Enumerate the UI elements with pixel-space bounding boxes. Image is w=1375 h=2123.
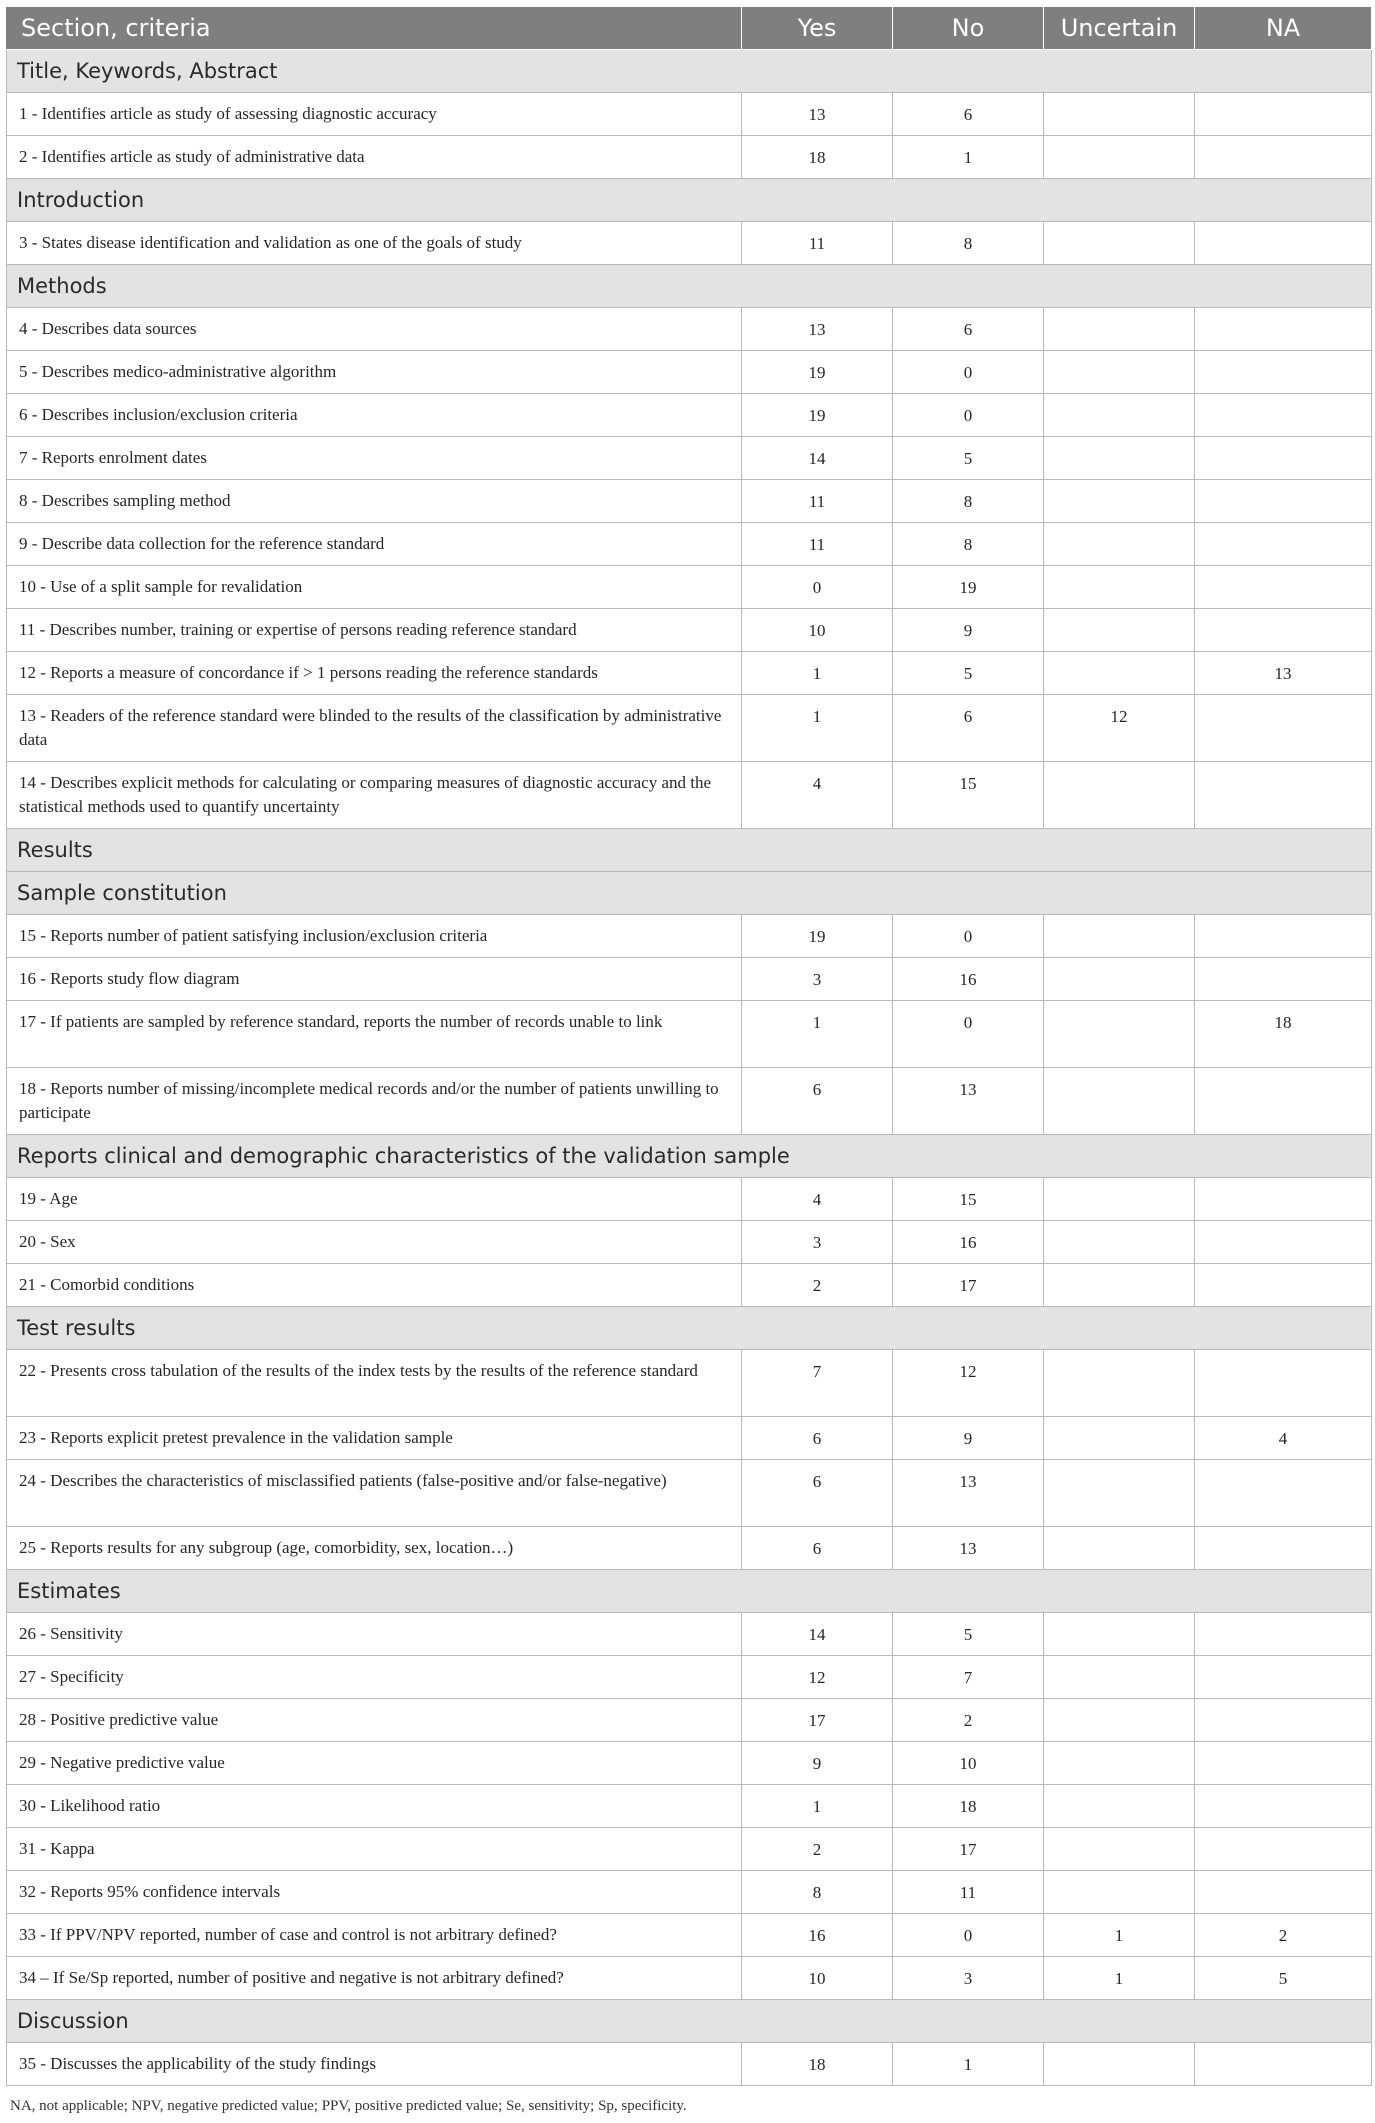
cell-uncertain (1044, 958, 1195, 1001)
cell-no: 12 (893, 1350, 1044, 1417)
cell-uncertain (1044, 136, 1195, 179)
cell-uncertain (1044, 93, 1195, 136)
cell-no: 6 (893, 695, 1044, 762)
cell-yes: 18 (742, 2043, 893, 2086)
cell-uncertain (1044, 1460, 1195, 1527)
section-title: Methods (7, 265, 1372, 308)
cell-no: 2 (893, 1699, 1044, 1742)
cell-na (1195, 1068, 1372, 1135)
cell-yes: 11 (742, 222, 893, 265)
cell-uncertain (1044, 1221, 1195, 1264)
cell-na: 2 (1195, 1914, 1372, 1957)
cell-uncertain (1044, 762, 1195, 829)
cell-no: 13 (893, 1460, 1044, 1527)
cell-uncertain (1044, 351, 1195, 394)
table-row (7, 762, 1372, 829)
table-row (7, 1001, 1372, 1068)
cell-na (1195, 1460, 1372, 1527)
cell-uncertain (1044, 1871, 1195, 1914)
criterion-label: 26 - Sensitivity (7, 1613, 742, 1656)
criterion-label: 13 - Readers of the reference standard were blinded to the results of the classification by administrative data (7, 695, 742, 762)
cell-no: 0 (893, 351, 1044, 394)
cell-uncertain (1044, 1350, 1195, 1417)
section-title: Introduction (7, 179, 1372, 222)
cell-na (1195, 1785, 1372, 1828)
cell-uncertain: 1 (1044, 1957, 1195, 2000)
cell-uncertain (1044, 437, 1195, 480)
criterion-label: 14 - Describes explicit methods for calculating or comparing measures of diagnostic accuracy and the statistical methods used to quantify uncertainty (7, 762, 742, 829)
cell-no: 5 (893, 437, 1044, 480)
cell-na: 18 (1195, 1001, 1372, 1068)
section-title: Title, Keywords, Abstract (7, 50, 1372, 93)
cell-no: 13 (893, 1527, 1044, 1570)
cell-yes: 6 (742, 1068, 893, 1135)
header-no: No (893, 7, 1044, 50)
section-row (7, 872, 1372, 915)
table-row (7, 1656, 1372, 1699)
table-row (7, 1957, 1372, 2000)
cell-na (1195, 1656, 1372, 1699)
cell-na (1195, 2043, 1372, 2086)
criterion-label: 12 - Reports a measure of concordance if > 1 persons reading the reference standards (7, 652, 742, 695)
section-title: Results (7, 829, 1372, 872)
cell-na (1195, 958, 1372, 1001)
cell-na: 13 (1195, 652, 1372, 695)
cell-uncertain (1044, 1656, 1195, 1699)
cell-yes: 11 (742, 480, 893, 523)
section-title: Test results (7, 1307, 1372, 1350)
cell-uncertain (1044, 2043, 1195, 2086)
cell-no: 8 (893, 480, 1044, 523)
section-title: Discussion (7, 2000, 1372, 2043)
cell-no: 0 (893, 1914, 1044, 1957)
criterion-label: 5 - Describes medico-administrative algorithm (7, 351, 742, 394)
cell-no: 9 (893, 1417, 1044, 1460)
header-na: NA (1195, 7, 1372, 50)
criterion-label: 28 - Positive predictive value (7, 1699, 742, 1742)
table-row (7, 136, 1372, 179)
cell-no: 3 (893, 1957, 1044, 2000)
cell-na (1195, 351, 1372, 394)
criterion-label: 8 - Describes sampling method (7, 480, 742, 523)
criterion-label: 19 - Age (7, 1178, 742, 1221)
criterion-label: 31 - Kappa (7, 1828, 742, 1871)
criterion-label: 23 - Reports explicit pretest prevalence in the validation sample (7, 1417, 742, 1460)
cell-uncertain (1044, 566, 1195, 609)
section-row (7, 1307, 1372, 1350)
table-row (7, 1264, 1372, 1307)
cell-na (1195, 1828, 1372, 1871)
criterion-label: 32 - Reports 95% confidence intervals (7, 1871, 742, 1914)
cell-uncertain (1044, 652, 1195, 695)
cell-yes: 19 (742, 915, 893, 958)
table-row (7, 351, 1372, 394)
cell-na (1195, 695, 1372, 762)
table-row (7, 1742, 1372, 1785)
cell-uncertain (1044, 480, 1195, 523)
table-row (7, 566, 1372, 609)
table-row (7, 93, 1372, 136)
table-row (7, 1699, 1372, 1742)
table-row (7, 480, 1372, 523)
cell-na (1195, 437, 1372, 480)
table-row (7, 1350, 1372, 1417)
cell-uncertain (1044, 1613, 1195, 1656)
cell-uncertain (1044, 523, 1195, 566)
table-header (7, 7, 1372, 50)
cell-yes: 10 (742, 1957, 893, 2000)
cell-no: 0 (893, 1001, 1044, 1068)
table-row (7, 1785, 1372, 1828)
section-row (7, 2000, 1372, 2043)
cell-yes: 2 (742, 1828, 893, 1871)
table-row (7, 1221, 1372, 1264)
cell-yes: 1 (742, 1785, 893, 1828)
checklist-table-container (6, 6, 1371, 2086)
cell-yes: 2 (742, 1264, 893, 1307)
cell-na (1195, 480, 1372, 523)
section-row (7, 829, 1372, 872)
table-row (7, 1828, 1372, 1871)
cell-no: 8 (893, 523, 1044, 566)
cell-na (1195, 1350, 1372, 1417)
cell-uncertain (1044, 1785, 1195, 1828)
section-row (7, 179, 1372, 222)
cell-uncertain: 12 (1044, 695, 1195, 762)
header-row (7, 7, 1372, 50)
cell-yes: 6 (742, 1460, 893, 1527)
criterion-label: 24 - Describes the characteristics of misclassified patients (false-positive and/or false-negative) (7, 1460, 742, 1527)
header-uncertain: Uncertain (1044, 7, 1195, 50)
criterion-label: 18 - Reports number of missing/incomplete medical records and/or the number of patients unwilling to participate (7, 1068, 742, 1135)
criterion-label: 21 - Comorbid conditions (7, 1264, 742, 1307)
cell-no: 10 (893, 1742, 1044, 1785)
cell-no: 8 (893, 222, 1044, 265)
table-row (7, 1914, 1372, 1957)
cell-no: 0 (893, 915, 1044, 958)
cell-yes: 7 (742, 1350, 893, 1417)
cell-yes: 18 (742, 136, 893, 179)
cell-yes: 3 (742, 958, 893, 1001)
section-row (7, 1135, 1372, 1178)
cell-na (1195, 136, 1372, 179)
table-row (7, 1460, 1372, 1527)
cell-na (1195, 93, 1372, 136)
table-row (7, 695, 1372, 762)
criterion-label: 30 - Likelihood ratio (7, 1785, 742, 1828)
cell-yes: 19 (742, 394, 893, 437)
cell-no: 0 (893, 394, 1044, 437)
table-row (7, 652, 1372, 695)
criterion-label: 9 - Describe data collection for the reference standard (7, 523, 742, 566)
cell-uncertain (1044, 1699, 1195, 1742)
header-criteria: Section, criteria (7, 7, 742, 50)
checklist-table (6, 6, 1372, 2086)
cell-yes: 12 (742, 1656, 893, 1699)
cell-na (1195, 1221, 1372, 1264)
cell-na (1195, 762, 1372, 829)
cell-no: 5 (893, 1613, 1044, 1656)
criterion-label: 7 - Reports enrolment dates (7, 437, 742, 480)
cell-na (1195, 1742, 1372, 1785)
cell-no: 7 (893, 1656, 1044, 1699)
section-row (7, 1570, 1372, 1613)
cell-yes: 13 (742, 93, 893, 136)
cell-no: 15 (893, 1178, 1044, 1221)
cell-na: 4 (1195, 1417, 1372, 1460)
cell-na (1195, 394, 1372, 437)
cell-uncertain (1044, 1527, 1195, 1570)
cell-uncertain (1044, 1828, 1195, 1871)
cell-no: 5 (893, 652, 1044, 695)
criterion-label: 4 - Describes data sources (7, 308, 742, 351)
criterion-label: 6 - Describes inclusion/exclusion criteria (7, 394, 742, 437)
cell-yes: 4 (742, 762, 893, 829)
cell-no: 1 (893, 136, 1044, 179)
cell-uncertain (1044, 1742, 1195, 1785)
cell-yes: 11 (742, 523, 893, 566)
section-title: Sample constitution (7, 872, 1372, 915)
cell-na (1195, 1264, 1372, 1307)
criterion-label: 20 - Sex (7, 1221, 742, 1264)
cell-uncertain (1044, 1068, 1195, 1135)
cell-na (1195, 222, 1372, 265)
cell-na (1195, 609, 1372, 652)
criterion-label: 27 - Specificity (7, 1656, 742, 1699)
cell-yes: 9 (742, 1742, 893, 1785)
cell-na (1195, 1178, 1372, 1221)
cell-yes: 8 (742, 1871, 893, 1914)
criterion-label: 11 - Describes number, training or expertise of persons reading reference standard (7, 609, 742, 652)
cell-yes: 1 (742, 695, 893, 762)
criterion-label: 35 - Discusses the applicability of the study findings (7, 2043, 742, 2086)
cell-no: 15 (893, 762, 1044, 829)
section-title: Reports clinical and demographic characteristics of the validation sample (7, 1135, 1372, 1178)
cell-yes: 13 (742, 308, 893, 351)
cell-yes: 14 (742, 1613, 893, 1656)
criterion-label: 22 - Presents cross tabulation of the results of the index tests by the results of the reference standard (7, 1350, 742, 1417)
table-row (7, 1068, 1372, 1135)
table-body (7, 50, 1372, 2086)
table-row (7, 222, 1372, 265)
table-row (7, 394, 1372, 437)
cell-no: 6 (893, 93, 1044, 136)
cell-no: 17 (893, 1828, 1044, 1871)
cell-yes: 17 (742, 1699, 893, 1742)
criterion-label: 33 - If PPV/NPV reported, number of case and control is not arbitrary defined? (7, 1914, 742, 1957)
cell-uncertain (1044, 609, 1195, 652)
cell-yes: 10 (742, 609, 893, 652)
table-row (7, 1178, 1372, 1221)
cell-na (1195, 566, 1372, 609)
criterion-label: 34 – If Se/Sp reported, number of positive and negative is not arbitrary defined? (7, 1957, 742, 2000)
cell-no: 18 (893, 1785, 1044, 1828)
table-row (7, 958, 1372, 1001)
section-title: Estimates (7, 1570, 1372, 1613)
table-row (7, 523, 1372, 566)
cell-na (1195, 915, 1372, 958)
criterion-label: 3 - States disease identification and validation as one of the goals of study (7, 222, 742, 265)
cell-uncertain (1044, 1001, 1195, 1068)
table-row (7, 2043, 1372, 2086)
cell-no: 16 (893, 1221, 1044, 1264)
table-row (7, 1527, 1372, 1570)
cell-yes: 16 (742, 1914, 893, 1957)
cell-yes: 19 (742, 351, 893, 394)
cell-yes: 0 (742, 566, 893, 609)
table-row (7, 915, 1372, 958)
cell-no: 17 (893, 1264, 1044, 1307)
cell-na (1195, 1527, 1372, 1570)
table-row (7, 609, 1372, 652)
cell-no: 19 (893, 566, 1044, 609)
cell-uncertain (1044, 308, 1195, 351)
cell-yes: 3 (742, 1221, 893, 1264)
cell-yes: 6 (742, 1417, 893, 1460)
cell-yes: 1 (742, 1001, 893, 1068)
cell-uncertain (1044, 1178, 1195, 1221)
cell-no: 13 (893, 1068, 1044, 1135)
cell-na (1195, 1871, 1372, 1914)
criterion-label: 16 - Reports study flow diagram (7, 958, 742, 1001)
criterion-label: 1 - Identifies article as study of assessing diagnostic accuracy (7, 93, 742, 136)
cell-no: 16 (893, 958, 1044, 1001)
criterion-label: 15 - Reports number of patient satisfying inclusion/exclusion criteria (7, 915, 742, 958)
table-row (7, 308, 1372, 351)
table-row (7, 1417, 1372, 1460)
criterion-label: 25 - Reports results for any subgroup (age, comorbidity, sex, location…) (7, 1527, 742, 1570)
cell-yes: 4 (742, 1178, 893, 1221)
cell-no: 11 (893, 1871, 1044, 1914)
cell-na: 5 (1195, 1957, 1372, 2000)
criterion-label: 2 - Identifies article as study of administrative data (7, 136, 742, 179)
cell-no: 1 (893, 2043, 1044, 2086)
cell-na (1195, 308, 1372, 351)
cell-uncertain (1044, 915, 1195, 958)
criterion-label: 10 - Use of a split sample for revalidation (7, 566, 742, 609)
table-footnote: NA, not applicable; NPV, negative predicted value; PPV, positive predicted value; Se, sensitivity; Sp, specificity. (10, 2098, 687, 2114)
cell-no: 9 (893, 609, 1044, 652)
header-yes: Yes (742, 7, 893, 50)
table-row (7, 1871, 1372, 1914)
cell-na (1195, 1613, 1372, 1656)
cell-na (1195, 523, 1372, 566)
criterion-label: 17 - If patients are sampled by reference standard, reports the number of records unable to link (7, 1001, 742, 1068)
cell-yes: 14 (742, 437, 893, 480)
cell-na (1195, 1699, 1372, 1742)
cell-uncertain (1044, 222, 1195, 265)
cell-uncertain (1044, 1417, 1195, 1460)
criterion-label: 29 - Negative predictive value (7, 1742, 742, 1785)
cell-yes: 6 (742, 1527, 893, 1570)
cell-yes: 1 (742, 652, 893, 695)
section-row (7, 50, 1372, 93)
section-row (7, 265, 1372, 308)
table-row (7, 437, 1372, 480)
cell-uncertain: 1 (1044, 1914, 1195, 1957)
cell-no: 6 (893, 308, 1044, 351)
cell-uncertain (1044, 1264, 1195, 1307)
table-row (7, 1613, 1372, 1656)
cell-uncertain (1044, 394, 1195, 437)
